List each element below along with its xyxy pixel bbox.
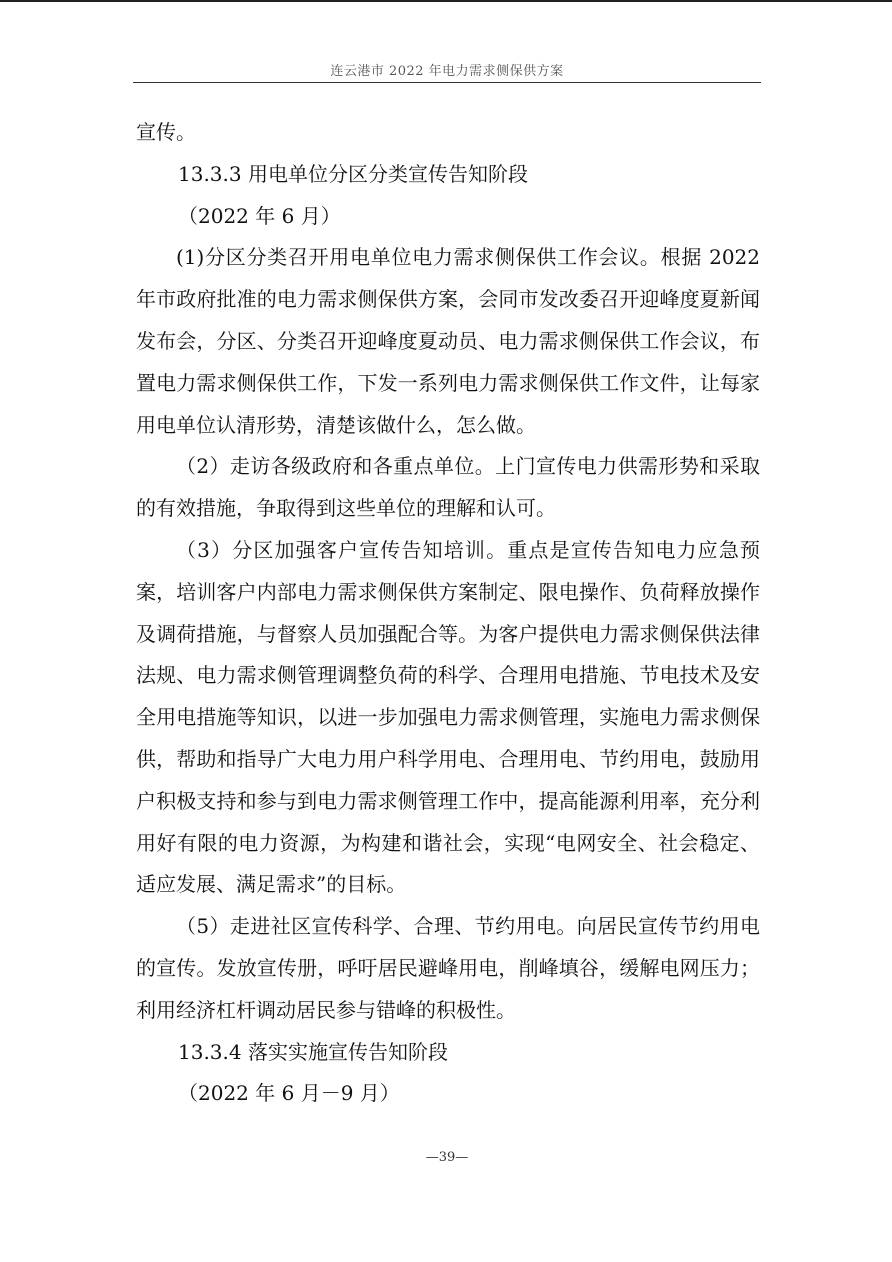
section-date-13-3-3: （2022 年 6 月） xyxy=(178,203,341,228)
paragraph-item-1: (1)分区分类召开用电单位电力需求侧保供工作会议。根据 2022 年市政府批准的电力需求侧保供方案，会同市发改委召开迎峰度夏新闻发布会，分区、分类召开迎峰度夏动员、电力需求侧保供工作会议，布置电力需求侧保供工作，下发一系列电力需求侧保供工作文件，让每家用电单位认清形势，清楚该做什么，怎么做。 xyxy=(136,245,760,437)
running-header: 连云港市 2022 年电力需求侧保供方案 xyxy=(330,64,564,79)
page-top-border xyxy=(0,0,892,2)
page-number: —39— xyxy=(425,1150,469,1165)
paragraph-item-2: （2）走访各级政府和各重点单位。上门宣传电力供需形势和采取的有效措施，争取得到这些单位的理解和认可。 xyxy=(136,454,760,521)
document-body xyxy=(136,112,760,1115)
paragraph-item-3: （3）分区加强客户宣传告知培训。重点是宣传告知电力应急预案，培训客户内部电力需求侧保供方案制定、限电操作、负荷释放操作及调荷措施，与督察人员加强配合等。为客户提供电力需求侧保供法律法规、电力需求侧管理调整负荷的科学、合理用电措施、节电技术及安全用电措施等知识，以进一步加强电力需求侧管理，实施电力需求侧保供，帮助和指导广大电力用户科学用电、合理用电、节约用电，鼓励用户积极支持和参与到电力需求侧管理工作中，提高能源利用率，充分利用好有限的电力资源，为构建和谐社会，实现“电网安全、社会稳定、适应发展、满足需求”的目标。 xyxy=(136,537,760,897)
section-heading-13-3-3: 13.3.3 用电单位分区分类宣传告知阶段 xyxy=(178,161,528,186)
paragraph-prev-tail: 宣传。 xyxy=(136,120,196,144)
header-rule xyxy=(133,82,761,83)
section-date-13-3-4: （2022 年 6 月－9 月） xyxy=(178,1081,400,1106)
section-heading-13-3-4: 13.3.4 落实实施宣传告知阶段 xyxy=(178,1039,448,1064)
paragraph-item-5: （5）走进社区宣传科学、合理、节约用电。向居民宣传节约用电的宣传。发放宣传册，呼吁居民避峰用电，削峰填谷，缓解电网压力；利用经济杠杆调动居民参与错峰的积极性。 xyxy=(136,914,760,1022)
